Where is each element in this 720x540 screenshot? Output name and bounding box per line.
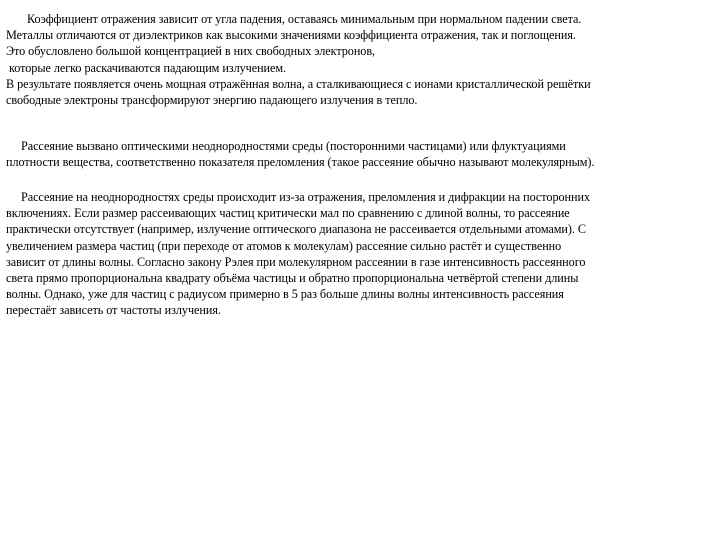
- text-line: зависит от длины волны. Согласно закону Рэлея при молекулярном рассеянии в газе интенсивность рассеянного: [6, 254, 586, 269]
- text-line: плотности вещества, соответственно показателя преломления (такое рассеяние обычно называют молекулярным).: [6, 155, 595, 170]
- text-line: волны. Однако, уже для частиц с радиусом примерно в 5 раз больше длины волны интенсивность рассеяния: [6, 287, 564, 302]
- text-line: включениях. Если размер рассеивающих частиц критически мал по сравнению с длиной волны, то рассеяние: [6, 206, 570, 221]
- paragraph-scattering-cause: [6, 138, 710, 170]
- paragraph-reflection: [6, 11, 710, 108]
- text-line: увеличением размера частиц (при переходе от атомов к молекулам) рассеяние сильно растёт и существенно: [6, 238, 562, 253]
- text-line: Коэффициент отражения зависит от угла падения, оставаясь минимальным при нормальном падении света.: [6, 12, 582, 26]
- text-line: которые легко раскачиваются падающим излучением.: [6, 60, 287, 75]
- text-line: Рассеяние вызвано оптическими неоднородностями среды (посторонними частицами) или флуктуациями: [6, 139, 566, 153]
- text-line: света прямо пропорциональна квадрату объёма частицы и обратно пропорциональна четвёртой степени длины: [6, 270, 579, 285]
- text-line: Рассеяние на неоднородностях среды происходит из-за отражения, преломления и дифракции на посторонних: [6, 190, 590, 204]
- text-line: В результате появляется очень мощная отражённая волна, а сталкивающиеся с ионами кристаллической решётки: [6, 76, 591, 91]
- text-line: Это обусловлено большой концентрацией в них свободных электронов,: [6, 44, 376, 59]
- text-line: свободные электроны трансформируют энергию падающего излучения в тепло.: [6, 92, 418, 107]
- paragraph-scattering-inhomogeneities: [6, 189, 710, 319]
- text-line: Металлы отличаются от диэлектриков как высокими значениями коэффициента отражения, так и поглощения.: [6, 28, 576, 43]
- text-line: практически отсутствует (например, излучение оптического диапазона не рассеивается отдельными атомами). С: [6, 222, 586, 237]
- text-line: перестаёт зависеть от частоты излучения.: [6, 303, 221, 318]
